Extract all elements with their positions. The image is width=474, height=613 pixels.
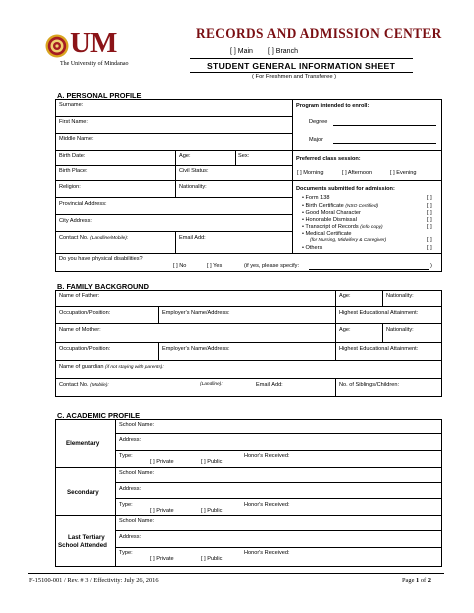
doc-item: • Transcript of Records (info copy): [302, 224, 383, 230]
specify-line[interactable]: [309, 269, 429, 270]
doc-item: • Honorable Dismissal: [302, 217, 357, 223]
disability-question: Do you have physical disabilities?: [59, 256, 143, 262]
level-tertiary-line2: School Attended: [58, 542, 107, 549]
doc-check[interactable]: [ ]: [427, 237, 432, 243]
ter-address: Address:: [119, 534, 142, 540]
mother-occupation-label: Occupation/Position:: [59, 346, 111, 352]
family-email-label: Email Add:: [256, 382, 283, 388]
doc-check[interactable]: [ ]: [427, 195, 432, 201]
level-secondary: Secondary: [67, 489, 99, 496]
father-employer-label: Employer's Name/Address:: [162, 310, 230, 316]
sec-public[interactable]: [ ] Public: [201, 508, 223, 514]
main-option: [ ] Main: [230, 48, 253, 55]
mother-age-label: Age:: [339, 327, 351, 333]
surname-label: Surname:: [59, 102, 84, 108]
documents-title: Documents submitted for admission:: [296, 186, 395, 192]
header-rule: [190, 58, 413, 59]
level-elementary: Elementary: [66, 440, 100, 447]
footer-rule: [28, 573, 444, 574]
doc-item: • Medical Certificate: [302, 231, 352, 237]
sec-honors: Honor's Received:: [244, 502, 290, 508]
sheet-title: STUDENT GENERAL INFORMATION SHEET: [207, 61, 396, 71]
middle-name-label: Middle Name:: [59, 136, 94, 142]
ter-honors: Honor's Received:: [244, 550, 290, 556]
major-label: Major: [309, 137, 323, 143]
doc-check[interactable]: [ ]: [427, 210, 432, 216]
father-name-label: Name of Father:: [59, 293, 100, 299]
ter-public[interactable]: [ ] Public: [201, 556, 223, 562]
city-address-label: City Address:: [59, 218, 92, 224]
doc-item: • Others: [302, 245, 323, 251]
specify-end: ): [430, 263, 432, 269]
morning-option[interactable]: [ ] Morning: [297, 170, 324, 176]
university-name: The University of Mindanao: [60, 61, 129, 67]
level-tertiary: Last Tertiary: [68, 534, 105, 541]
sec-address: Address:: [119, 486, 142, 492]
contact-no-label: Contact No. (Landline/Mobile):: [59, 235, 129, 241]
birth-date-label: Birth Date:: [59, 153, 86, 159]
first-name-label: First Name:: [59, 119, 88, 125]
doc-item: • Form 138: [302, 195, 330, 201]
header-rule-bottom: [190, 72, 413, 73]
branch-option: [ ] Branch: [268, 48, 298, 55]
sec-type: Type:: [119, 502, 133, 508]
section-b-heading: B. FAMILY BACKGROUND: [57, 282, 149, 291]
landline-label: (Landline):: [200, 382, 223, 387]
age-label: Age:: [179, 153, 191, 159]
ter-school-name: School Name:: [119, 518, 155, 524]
father-nationality-label: Nationality:: [386, 293, 414, 299]
elem-type: Type:: [119, 453, 133, 459]
specify-label: (if yes, please specify:: [244, 263, 300, 269]
siblings-label: No. of Siblings/Children:: [339, 382, 400, 388]
section-a-heading: A. PERSONAL PROFILE: [57, 91, 142, 100]
ter-private[interactable]: [ ] Private: [150, 556, 174, 562]
elem-address: Address:: [119, 437, 142, 443]
elem-private[interactable]: [ ] Private: [150, 459, 174, 465]
academic-profile-table: [55, 419, 442, 567]
doc-check[interactable]: [ ]: [427, 245, 432, 251]
sec-school-name: School Name:: [119, 470, 155, 476]
mother-name-label: Name of Mother:: [59, 327, 101, 333]
um-logo-text: UM: [70, 27, 117, 59]
doc-item-note: (for Nursing, Midwifery & Caregiver): [310, 238, 387, 243]
mother-nationality-label: Nationality:: [386, 327, 414, 333]
doc-item: • Birth Certificate (NSO Certified): [302, 203, 379, 209]
class-session-title: Preferred class session:: [296, 156, 361, 162]
university-seal: [45, 34, 69, 58]
guardian-name-label: Name of guardian (if not staying with parents):: [59, 364, 164, 370]
degree-label: Degree: [309, 119, 328, 125]
sec-private[interactable]: [ ] Private: [150, 508, 174, 514]
religion-label: Religion:: [59, 184, 81, 190]
nationality-label: Nationality:: [179, 184, 207, 190]
sex-label: Sex:: [238, 153, 250, 159]
email-label: Email Add:: [179, 235, 206, 241]
father-occupation-label: Occupation/Position:: [59, 310, 111, 316]
doc-check[interactable]: [ ]: [427, 203, 432, 209]
mother-employer-label: Employer's Name/Address:: [162, 346, 230, 352]
page-indicator: Page 1 of 2: [402, 577, 431, 584]
form-code: F-15100-001 / Rev. # 3 / Effectivity: July 26, 2016: [29, 577, 159, 584]
disability-no[interactable]: [ ] No: [173, 263, 187, 269]
disability-yes[interactable]: [ ] Yes: [207, 263, 223, 269]
degree-line[interactable]: [333, 125, 436, 126]
doc-check[interactable]: [ ]: [427, 217, 432, 223]
doc-check[interactable]: [ ]: [427, 224, 432, 230]
provincial-address-label: Provincial Address:: [59, 201, 107, 207]
elem-public[interactable]: [ ] Public: [201, 459, 223, 465]
afternoon-option[interactable]: [ ] Afternoon: [342, 170, 373, 176]
civil-status-label: Civil Status:: [179, 168, 209, 174]
evening-option[interactable]: [ ] Evening: [390, 170, 417, 176]
doc-item: • Good Moral Character: [302, 210, 361, 216]
sheet-subtitle: ( For Freshmen and Transferee ): [252, 74, 337, 80]
program-title: Program intended to enroll:: [296, 103, 370, 109]
center-title: RECORDS AND ADMISSION CENTER: [196, 26, 442, 42]
father-education-label: Highest Educational Attainment:: [339, 310, 419, 316]
elem-school-name: School Name:: [119, 422, 155, 428]
mother-education-label: Highest Educational Attainment:: [339, 346, 419, 352]
elem-honors: Honor's Received:: [244, 453, 290, 459]
ter-type: Type:: [119, 550, 133, 556]
father-age-label: Age:: [339, 293, 351, 299]
major-line[interactable]: [333, 143, 436, 144]
section-c-heading: C. ACADEMIC PROFILE: [57, 411, 141, 420]
family-contact-label: Contact No. (Mobile):: [59, 382, 109, 388]
birth-place-label: Birth Place:: [59, 168, 88, 174]
